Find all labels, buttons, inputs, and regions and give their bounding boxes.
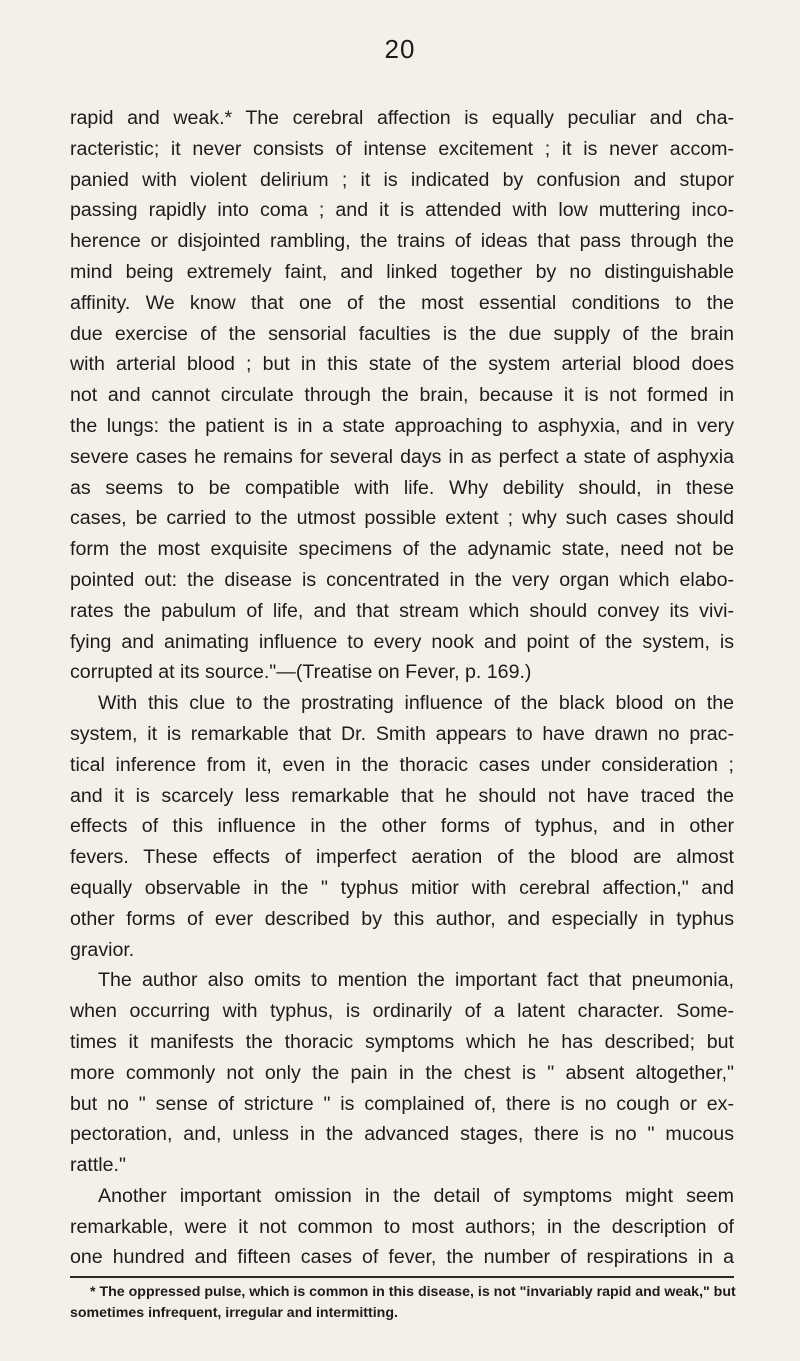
text-line: affinity. We know that one of the most essential conditions to the [70, 291, 734, 314]
footnote-line: sometimes infrequent, irregular and intermitting. [70, 1305, 398, 1321]
footnote [70, 1282, 734, 1324]
text-line: Another important omission in the detail of symptoms might seem [98, 1184, 734, 1207]
text-line: fying and animating influence to every nook and point of the system, is [70, 630, 734, 653]
text-line: panied with violent delirium ; it is indicated by confusion and stupor [70, 168, 734, 191]
text-line: other forms of ever described by this author, and especially in typhus [70, 907, 734, 930]
text-line: as seems to be compatible with life. Why debility should, in these [70, 476, 734, 499]
text-line: With this clue to the prostrating influence of the black blood on the [98, 692, 734, 715]
text-line: tical inference from it, even in the thoracic cases under consideration ; [70, 753, 734, 776]
text-line: mind being extremely faint, and linked together by no distinguishable [70, 260, 734, 283]
text-line: rattle." [70, 1154, 126, 1177]
text-line: pectoration, and, unless in the advanced stages, there is no " mucous [70, 1123, 734, 1146]
text-line: equally observable in the " typhus mitior with cerebral affection," and [70, 876, 734, 899]
text-line: racteristic; it never consists of intense excitement ; it is never accom- [70, 137, 734, 160]
text-line: when occurring with typhus, is ordinarily of a latent character. Some- [70, 1000, 734, 1023]
text-line: corrupted at its source."—(Treatise on Fever, p. 169.) [70, 661, 532, 684]
text-line: form the most exquisite specimens of the adynamic state, need not be [70, 538, 734, 561]
text-line: gravior. [70, 938, 135, 961]
text-line: effects of this influence in the other forms of typhus, and in other [70, 815, 734, 838]
text-line: fevers. These effects of imperfect aeration of the blood are almost [70, 846, 734, 869]
text-line: system, it is remarkable that Dr. Smith appears to have drawn no prac- [70, 722, 734, 745]
text-line: but no " sense of stricture " is complained of, there is no cough or ex- [70, 1092, 734, 1115]
text-line: The author also omits to mention the important fact that pneumonia, [98, 969, 734, 992]
text-line: rates the pabulum of life, and that stream which should convey its vivi- [70, 599, 734, 622]
text-line: cases, be carried to the utmost possible extent ; why such cases should [70, 507, 734, 530]
body-text [70, 103, 734, 1273]
footnote-line: * The oppressed pulse, which is common in this disease, is not "invariably rapid and weak," but [90, 1284, 736, 1300]
text-line: due exercise of the sensorial faculties is the due supply of the brain [70, 322, 734, 345]
text-line: the lungs: the patient is in a state approaching to asphyxia, and in very [70, 414, 734, 437]
text-line: and it is scarcely less remarkable that he should not have traced the [70, 784, 734, 807]
text-line: one hundred and fifteen cases of fever, the number of respirations in a [70, 1246, 734, 1269]
text-line: rapid and weak.* The cerebral affection is equally peculiar and cha- [70, 107, 734, 129]
text-line: remarkable, were it not common to most authors; in the description of [70, 1215, 734, 1238]
text-line: severe cases he remains for several days in as perfect a state of asphyxia [70, 445, 734, 468]
text-line: more commonly not only the pain in the chest is " absent altogether," [70, 1061, 734, 1084]
footnote-divider [70, 1276, 734, 1278]
text-line: pointed out: the disease is concentrated in the very organ which elabo- [70, 568, 734, 591]
text-line: times it manifests the thoracic symptoms which he has described; but [70, 1030, 734, 1053]
page-number: 20 [384, 34, 416, 64]
text-line: passing rapidly into coma ; and it is attended with low muttering inco- [70, 199, 734, 222]
text-line: herence or disjointed rambling, the trains of ideas that pass through the [70, 230, 734, 253]
text-line: with arterial blood ; but in this state of the system arterial blood does [70, 353, 734, 376]
text-line: not and cannot circulate through the brain, because it is not formed in [70, 384, 734, 407]
